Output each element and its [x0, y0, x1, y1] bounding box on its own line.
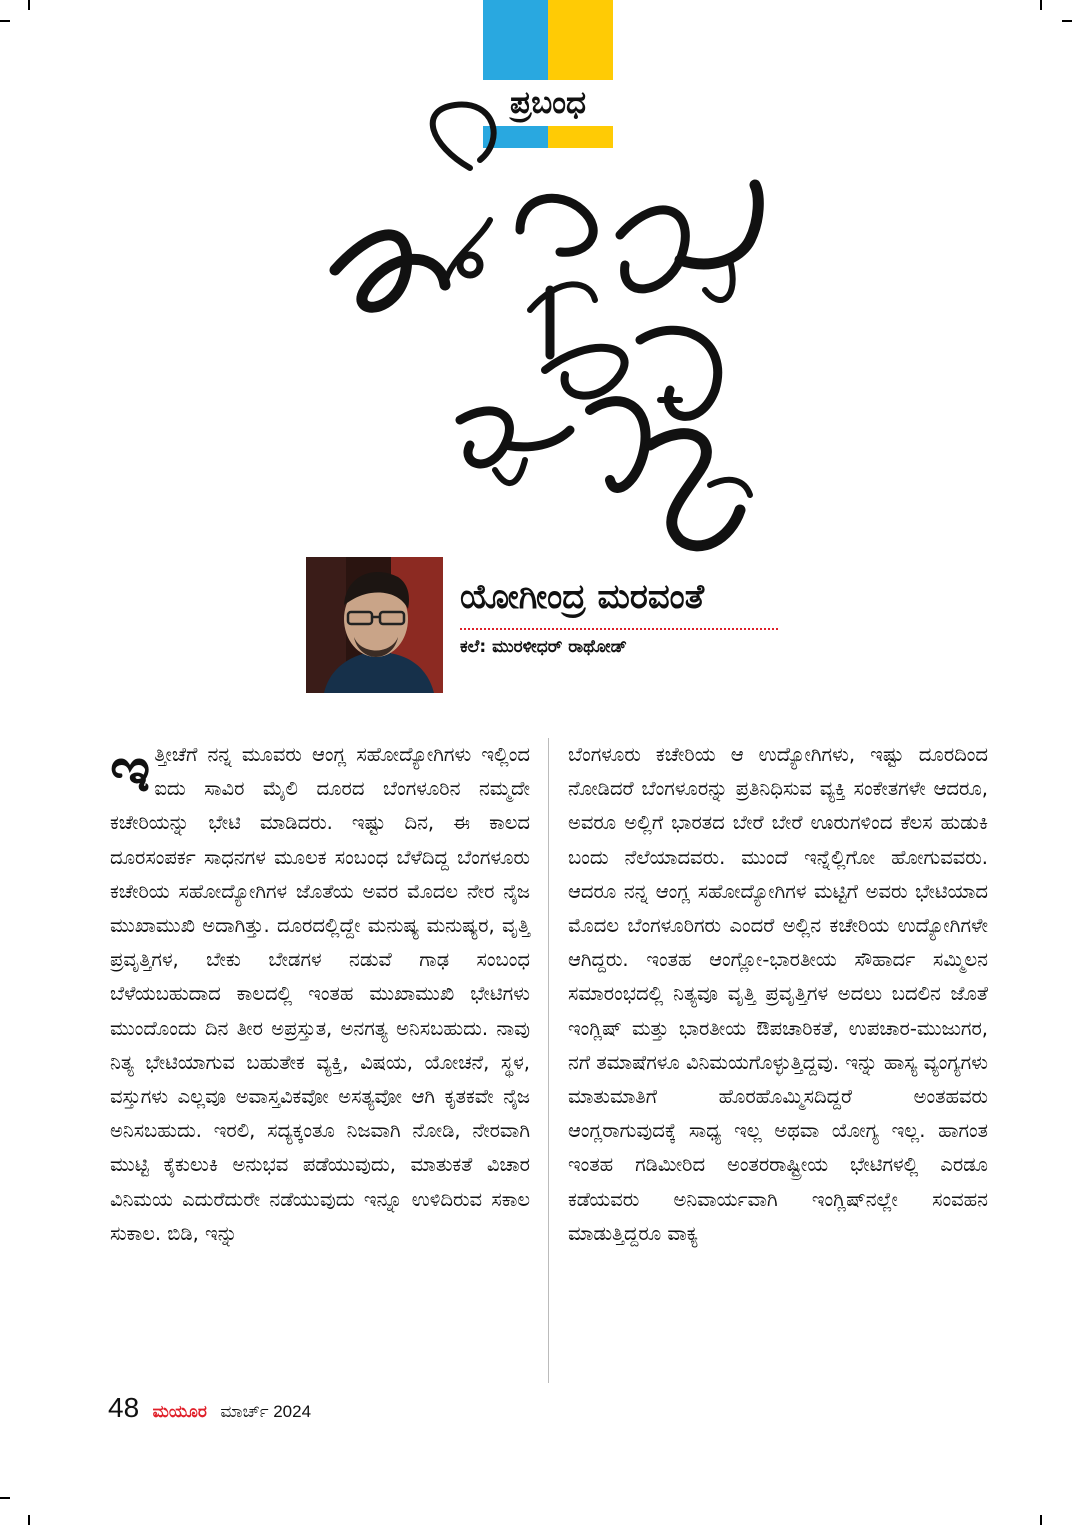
author-name: ಯೋಗೀಂದ್ರ ಮರವಂತೆ	[460, 577, 705, 617]
calligraphy-artwork	[320, 100, 790, 560]
crop-mark	[0, 20, 10, 22]
crop-mark	[1040, 0, 1042, 10]
crop-mark	[1062, 20, 1072, 22]
crop-mark	[28, 1515, 30, 1525]
article-column-left	[110, 733, 530, 1251]
yellow-swatch	[548, 0, 613, 80]
issue-date: ಮಾರ್ಚ್ 2024	[220, 1402, 312, 1421]
page-folio	[108, 1392, 311, 1424]
blue-swatch	[483, 0, 548, 80]
calligraphic-title	[320, 100, 790, 560]
section-label: ಪ್ರಬಂಧ	[510, 85, 586, 121]
crop-mark	[28, 0, 30, 10]
article-column-right	[568, 738, 988, 1251]
artist-credit: ಕಲೆ: ಮುರಳೀಧರ್ ರಾಥೋಡ್	[460, 637, 627, 657]
crop-mark	[0, 1497, 10, 1499]
drop-cap: ಇ	[110, 733, 151, 806]
page-number: 48	[108, 1392, 140, 1423]
author-photo	[306, 557, 443, 693]
magazine-name: ಮಯೂರ	[152, 1402, 207, 1421]
column-text: ತ್ತೀಚೆಗೆ ನನ್ನ ಮೂವರು ಆಂಗ್ಲ ಸಹೋದ್ಯೋಗಿಗಳು ಇಲ್ಲಿಂದ ಐದು ಸಾವಿರ ಮೈಲಿ ದೂರದ ಬೆಂಗಳೂರಿನ ನಮ್ಮದೇ ಕಚೇರಿಯನ್ನು ಭೇಟಿ ಮಾಡಿದರು. ಇಷ್ಟು ದಿನ, ಈ ಕಾಲದ ದೂರಸಂಪರ್ಕ ಸಾಧನಗಳ ಮೂಲಕ ಸಂಬಂಧ ಬೆಳೆದಿದ್ದ ಬೆಂಗಳೂರು ಕಚೇರಿಯ ಸಹೋದ್ಯೋಗಿಗಳ ಜೊತೆಯ ಅವರ ಮೊದಲ ನೇರ ನೈಜ ಮುಖಾಮುಖಿ ಅದಾಗಿತ್ತು. ದೂರದಲ್ಲಿದ್ದೇ ಮನುಷ್ಯ ಮನುಷ್ಯರ, ವೃತ್ತಿ ಪ್ರವೃತ್ತಿಗಳ, ಬೇಕು ಬೇಡಗಳ ನಡುವೆ ಗಾಢ ಸಂಬಂಧ ಬೆಳೆಯಬಹುದಾದ ಕಾಲದಲ್ಲಿ ಇಂತಹ ಮುಖಾಮುಖಿ ಭೇಟಿಗಳು ಮುಂದೊಂದು ದಿನ ತೀರ ಅಪ್ರಸ್ತುತ, ಅನಗತ್ಯ ಅನಿಸಬಹುದು. ನಾವು ನಿತ್ಯ ಭೇಟಿಯಾಗುವ ಬಹುತೇಕ ವ್ಯಕ್ತಿ, ವಿಷಯ, ಯೋಚನೆ, ಸ್ಥಳ, ವಸ್ತುಗಳು ಎಲ್ಲವೂ ಅವಾಸ್ತವಿಕವೋ ಅಸತ್ಯವೋ ಆಗಿ ಕೃತಕವೇ ನೈಜ ಅನಿಸಬಹುದು. ಇರಲಿ, ಸದ್ಯಕ್ಕಂತೂ ನಿಜವಾಗಿ ನೋಡಿ, ನೇರವಾಗಿ ಮುಟ್ಟಿ ಕೈಕುಲುಕಿ ಅನುಭವ ಪಡೆಯುವುದು, ಮಾತುಕತೆ ವಿಚಾರ ವಿನಿಮಯ ಎದುರೆದುರೇ ನಡೆಯುವುದು ಇನ್ನೂ ಉಳಿದಿರುವ ಸಕಾಲ ಸುಕಾಲ. ಬಿಡಿ, ಇನ್ನು	[110, 743, 530, 1245]
crop-mark	[1040, 1515, 1042, 1525]
column-divider	[548, 738, 549, 1383]
dotted-divider	[460, 628, 778, 630]
column-text: ಬೆಂಗಳೂರು ಕಚೇರಿಯ ಆ ಉದ್ಯೋಗಿಗಳು, ಇಷ್ಟು ದೂರದಿಂದ ನೋಡಿದರೆ ಬೆಂಗಳೂರನ್ನು ಪ್ರತಿನಿಧಿಸುವ ವ್ಯಕ್ತಿ ಸಂಕೇತಗಳೇ ಆದರೂ, ಅವರೂ ಅಲ್ಲಿಗೆ ಭಾರತದ ಬೇರೆ ಬೇರೆ ಊರುಗಳಿಂದ ಕೆಲಸ ಹುಡುಕಿ ಬಂದು ನೆಲೆಯಾದವರು. ಮುಂದೆ ಇನ್ನೆಲ್ಲಿಗೋ ಹೋಗುವವರು. ಆದರೂ ನನ್ನ ಆಂಗ್ಲ ಸಹೋದ್ಯೋಗಿಗಳ ಮಟ್ಟಿಗೆ ಅವರು ಭೇಟಿಯಾದ ಮೊದಲ ಬೆಂಗಳೂರಿಗರು ಎಂದರೆ ಅಲ್ಲಿನ ಕಚೇರಿಯ ಉದ್ಯೋಗಿಗಳೇ ಆಗಿದ್ದರು. ಇಂತಹ ಆಂಗ್ಲೋ-ಭಾರತೀಯ ಸೌಹಾರ್ದ ಸಮ್ಮಿಲನ ಸಮಾರಂಭದಲ್ಲಿ ನಿತ್ಯವೂ ವೃತ್ತಿ ಪ್ರವೃತ್ತಿಗಳ ಅದಲು ಬದಲಿನ ಜೊತೆ ಇಂಗ್ಲಿಷ್ ಮತ್ತು ಭಾರತೀಯ ಔಪಚಾರಿಕತೆ, ಉಪಚಾರ-ಮುಜುಗರ, ನಗೆ ತಮಾಷೆಗಳೂ ವಿನಿಮಯಗೊಳ್ಳುತ್ತಿದ್ದವು. ಇನ್ನು ಹಾಸ್ಯ ವ್ಯಂಗ್ಯಗಳು ಮಾತುಮಾತಿಗೆ ಹೊರಹೊಮ್ಮಿಸದಿದ್ದರೆ ಅಂತಹವರು ಆಂಗ್ಲರಾಗುವುದಕ್ಕೆ ಸಾಧ್ಯ ಇಲ್ಲ ಅಥವಾ ಯೋಗ್ಯ ಇಲ್ಲ. ಹಾಗಂತ ಇಂತಹ ಗಡಿಮೀರಿದ ಅಂತರರಾಷ್ಟ್ರೀಯ ಭೇಟಿಗಳಲ್ಲಿ ಎರಡೂ ಕಡೆಯವರು ಅನಿವಾರ್ಯವಾಗಿ ಇಂಗ್ಲಿಷ್‌ನಲ್ಲೇ ಸಂವಹನ ಮಾಡುತ್ತಿದ್ದರೂ ವಾಕ್ಯ	[568, 743, 988, 1245]
